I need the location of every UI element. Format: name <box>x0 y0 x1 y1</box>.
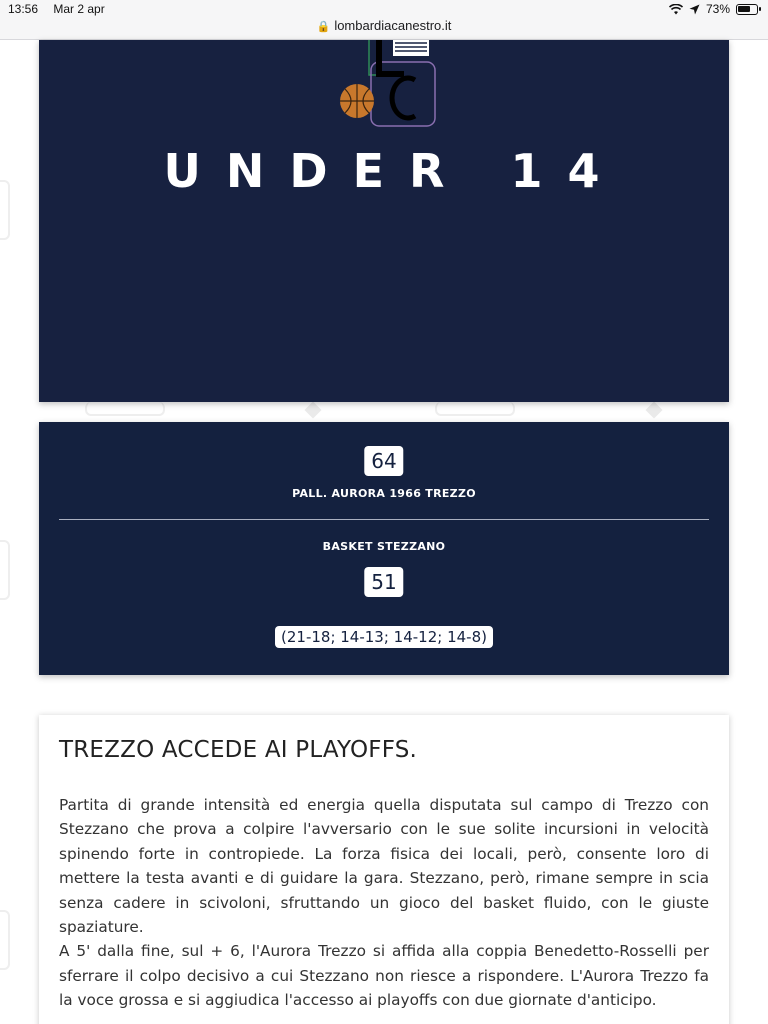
url-bar[interactable] <box>0 18 768 33</box>
background-decoration <box>0 180 10 240</box>
hero-banner <box>39 40 729 402</box>
battery-percent: 73% <box>705 2 730 16</box>
wifi-icon <box>669 4 683 15</box>
url-domain[interactable]: lombardiacanestro.it <box>334 18 452 33</box>
status-right <box>669 2 758 16</box>
status-time: 13:56 <box>8 2 39 16</box>
article-card <box>39 715 729 1024</box>
home-team-name: PALL. AURORA 1966 TREZZO <box>292 487 476 500</box>
scoreboard <box>39 422 729 675</box>
lombardia-canestro-logo <box>329 40 449 130</box>
article-paragraph: Partita di grande intensità ed energia quella disputata sul campo di Trezzo con Stezzano che prova a colpire l'avversario con le sue solite incursioni in velocità spinendo forte in contropiede. La forza fisica dei locali, però, consente loro di mettere la testa avanti e di guidare la gara. Stezzano, però, rimane sempre in scia senza cadere in scivoloni, sfruttando un gioco del basket fluido, con le giuste spaziature. <box>59 796 709 937</box>
away-score: 51 <box>364 567 403 597</box>
background-decoration <box>0 910 10 970</box>
background-decoration <box>435 402 515 416</box>
away-team-name: BASKET STEZZANO <box>322 540 446 553</box>
hero-title: UNDER 14 <box>163 144 625 198</box>
article-body <box>59 793 709 1013</box>
location-arrow-icon <box>689 4 700 15</box>
article-paragraph: A 5' dalla fine, sul + 6, l'Aurora Trezzo si affida alla coppia Benedetto-Rosselli per sferrare il colpo decisivo a cui Stezzano non riesce a rispondere. L'Aurora Trezzo fa la voce grossa e si aggiudica l'accesso ai playoffs con due giornate d'anticipo. <box>59 942 709 1010</box>
quarter-partials: (21-18; 14-13; 14-12; 14-8) <box>275 626 493 648</box>
background-diamond <box>646 402 663 419</box>
background-decoration <box>85 402 165 416</box>
home-score: 64 <box>364 446 403 476</box>
score-divider <box>59 519 709 520</box>
battery-icon <box>736 4 758 15</box>
status-bar <box>0 0 768 40</box>
lock-icon: 🔒 <box>316 21 331 33</box>
background-decoration <box>0 540 10 600</box>
status-left <box>8 2 117 16</box>
battery-fill <box>738 6 750 12</box>
background-diamond <box>305 402 322 419</box>
article-title: TREZZO ACCEDE AI PLAYOFFS. <box>59 737 418 763</box>
status-date: Mar 2 apr <box>53 2 105 16</box>
